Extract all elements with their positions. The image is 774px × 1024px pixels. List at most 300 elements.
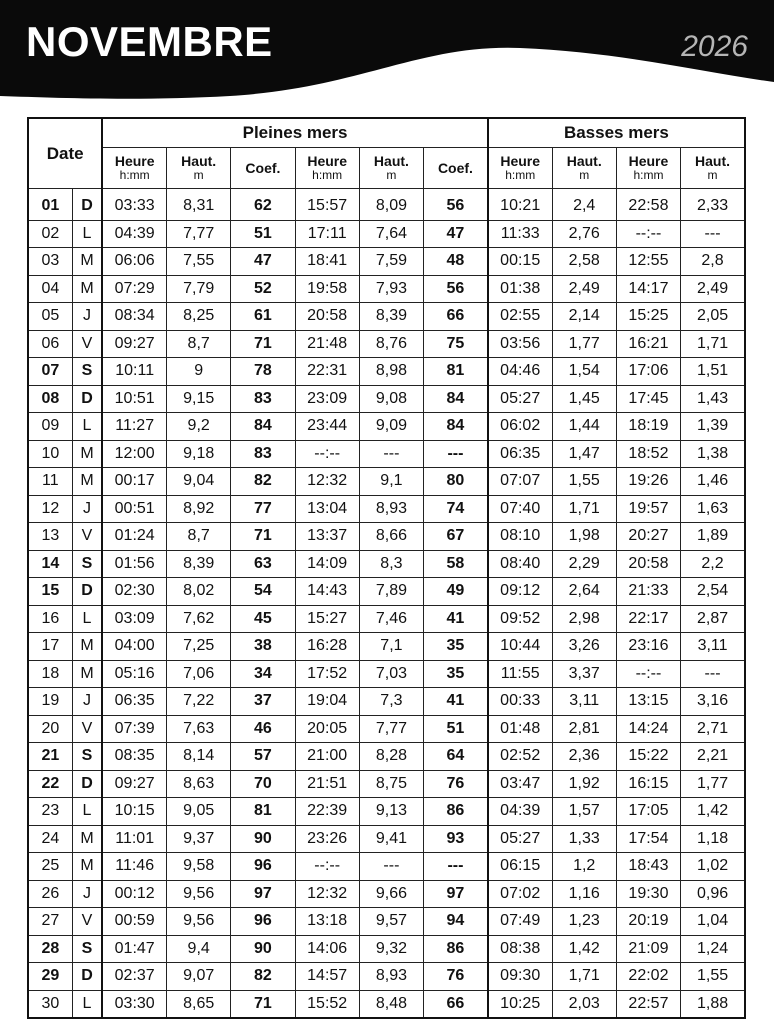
table-row bbox=[28, 330, 745, 358]
date-number: 09 bbox=[28, 413, 72, 441]
high-time-2: 17:11 bbox=[295, 220, 359, 248]
year-label: 2026 bbox=[681, 30, 748, 63]
day-letter: V bbox=[72, 523, 102, 551]
high-coef-2: 48 bbox=[424, 248, 488, 276]
table-row bbox=[28, 935, 745, 963]
high-time-2: 14:09 bbox=[295, 550, 359, 578]
high-height-1: 7,55 bbox=[167, 248, 231, 276]
high-coef-1: 62 bbox=[231, 189, 295, 221]
low-height-2: 1,24 bbox=[681, 935, 745, 963]
day-letter: M bbox=[72, 853, 102, 881]
low-height-2: --- bbox=[681, 660, 745, 688]
low-height-1: 1,54 bbox=[552, 358, 616, 386]
high-coef-1: 54 bbox=[231, 578, 295, 606]
high-height-2: 9,32 bbox=[359, 935, 423, 963]
low-time-2: 21:33 bbox=[616, 578, 680, 606]
high-time-2: 22:31 bbox=[295, 358, 359, 386]
high-height-2: --- bbox=[359, 853, 423, 881]
high-height-2: 8,09 bbox=[359, 189, 423, 221]
high-height-2: --- bbox=[359, 440, 423, 468]
high-time-1: 11:46 bbox=[102, 853, 166, 881]
high-height-1: 9,05 bbox=[167, 798, 231, 826]
low-time-2: 20:19 bbox=[616, 908, 680, 936]
month-title: NOVEMBRE bbox=[26, 18, 273, 65]
high-time-1: 08:34 bbox=[102, 303, 166, 331]
high-height-1: 7,63 bbox=[167, 715, 231, 743]
high-coef-2: 81 bbox=[424, 358, 488, 386]
date-number: 15 bbox=[28, 578, 72, 606]
high-height-2: 9,41 bbox=[359, 825, 423, 853]
low-time-2: 22:58 bbox=[616, 189, 680, 221]
low-time-1: 06:35 bbox=[488, 440, 552, 468]
low-time-1: 09:30 bbox=[488, 963, 552, 991]
day-letter: V bbox=[72, 330, 102, 358]
high-time-1: 09:27 bbox=[102, 330, 166, 358]
high-coef-1: 45 bbox=[231, 605, 295, 633]
low-time-2: 22:02 bbox=[616, 963, 680, 991]
high-time-2: 21:00 bbox=[295, 743, 359, 771]
high-height-2: 9,1 bbox=[359, 468, 423, 496]
low-height-2: 3,11 bbox=[681, 633, 745, 661]
date-number: 23 bbox=[28, 798, 72, 826]
low-height-2: 2,05 bbox=[681, 303, 745, 331]
low-time-1: 09:12 bbox=[488, 578, 552, 606]
low-time-2: 17:45 bbox=[616, 385, 680, 413]
high-coef-1: 84 bbox=[231, 413, 295, 441]
high-coef-1: 96 bbox=[231, 853, 295, 881]
low-time-2: 18:52 bbox=[616, 440, 680, 468]
high-coef-1: 97 bbox=[231, 880, 295, 908]
low-height-2: 2,87 bbox=[681, 605, 745, 633]
low-time-2: 23:16 bbox=[616, 633, 680, 661]
high-time-2: 12:32 bbox=[295, 468, 359, 496]
low-height-2: 2,49 bbox=[681, 275, 745, 303]
day-letter: D bbox=[72, 189, 102, 221]
low-height-2: 2,54 bbox=[681, 578, 745, 606]
high-time-1: 12:00 bbox=[102, 440, 166, 468]
high-height-2: 8,28 bbox=[359, 743, 423, 771]
day-letter: M bbox=[72, 468, 102, 496]
high-time-1: 03:09 bbox=[102, 605, 166, 633]
table-row bbox=[28, 189, 745, 221]
low-time-1: 08:40 bbox=[488, 550, 552, 578]
date-number: 28 bbox=[28, 935, 72, 963]
low-height-2: 1,18 bbox=[681, 825, 745, 853]
low-height-1: 1,44 bbox=[552, 413, 616, 441]
high-coef-2: 80 bbox=[424, 468, 488, 496]
high-height-2: 7,1 bbox=[359, 633, 423, 661]
table-row bbox=[28, 660, 745, 688]
day-letter: D bbox=[72, 963, 102, 991]
high-coef-1: 61 bbox=[231, 303, 295, 331]
high-height-2: 9,08 bbox=[359, 385, 423, 413]
table-row bbox=[28, 798, 745, 826]
table-row bbox=[28, 303, 745, 331]
date-number: 06 bbox=[28, 330, 72, 358]
low-height-1: 1,23 bbox=[552, 908, 616, 936]
high-coef-1: 57 bbox=[231, 743, 295, 771]
high-time-2: 23:44 bbox=[295, 413, 359, 441]
high-time-2: 13:37 bbox=[295, 523, 359, 551]
high-coef-1: 82 bbox=[231, 963, 295, 991]
high-coef-1: 71 bbox=[231, 523, 295, 551]
day-letter: M bbox=[72, 440, 102, 468]
high-height-1: 7,79 bbox=[167, 275, 231, 303]
high-time-2: 17:52 bbox=[295, 660, 359, 688]
high-time-2: 12:32 bbox=[295, 880, 359, 908]
low-time-2: 19:26 bbox=[616, 468, 680, 496]
high-height-1: 9,15 bbox=[167, 385, 231, 413]
date-number: 20 bbox=[28, 715, 72, 743]
low-height-1: 1,47 bbox=[552, 440, 616, 468]
header-banner bbox=[0, 0, 774, 110]
high-coef-2: --- bbox=[424, 440, 488, 468]
high-coef-2: 74 bbox=[424, 495, 488, 523]
low-time-2: 17:54 bbox=[616, 825, 680, 853]
high-time-1: 01:56 bbox=[102, 550, 166, 578]
day-letter: V bbox=[72, 908, 102, 936]
table-row bbox=[28, 523, 745, 551]
day-letter: M bbox=[72, 825, 102, 853]
high-time-2: --:-- bbox=[295, 440, 359, 468]
high-height-2: 9,13 bbox=[359, 798, 423, 826]
date-number: 05 bbox=[28, 303, 72, 331]
high-coef-1: 78 bbox=[231, 358, 295, 386]
low-time-1: 11:55 bbox=[488, 660, 552, 688]
low-time-1: 10:25 bbox=[488, 990, 552, 1018]
date-number: 21 bbox=[28, 743, 72, 771]
tide-table-body bbox=[28, 189, 745, 1019]
date-number: 18 bbox=[28, 660, 72, 688]
date-number: 14 bbox=[28, 550, 72, 578]
low-time-1: 00:15 bbox=[488, 248, 552, 276]
high-height-1: 8,31 bbox=[167, 189, 231, 221]
low-height-2: 2,8 bbox=[681, 248, 745, 276]
high-height-1: 8,25 bbox=[167, 303, 231, 331]
low-height-2: 2,33 bbox=[681, 189, 745, 221]
low-time-2: 22:57 bbox=[616, 990, 680, 1018]
high-time-1: 03:30 bbox=[102, 990, 166, 1018]
high-height-2: 7,89 bbox=[359, 578, 423, 606]
high-time-1: 10:15 bbox=[102, 798, 166, 826]
low-time-1: 06:02 bbox=[488, 413, 552, 441]
high-time-2: 16:28 bbox=[295, 633, 359, 661]
low-time-1: 01:48 bbox=[488, 715, 552, 743]
high-height-1: 8,39 bbox=[167, 550, 231, 578]
low-time-1: 03:56 bbox=[488, 330, 552, 358]
day-letter: S bbox=[72, 550, 102, 578]
low-time-1: 07:07 bbox=[488, 468, 552, 496]
high-time-1: 04:39 bbox=[102, 220, 166, 248]
high-coef-1: 81 bbox=[231, 798, 295, 826]
high-time-1: 11:27 bbox=[102, 413, 166, 441]
high-height-1: 8,63 bbox=[167, 770, 231, 798]
high-time-2: 20:58 bbox=[295, 303, 359, 331]
day-letter: M bbox=[72, 633, 102, 661]
high-height-1: 9 bbox=[167, 358, 231, 386]
high-time-2: --:-- bbox=[295, 853, 359, 881]
high-coef-2: 76 bbox=[424, 963, 488, 991]
high-time-2: 13:04 bbox=[295, 495, 359, 523]
low-height-1: 2,58 bbox=[552, 248, 616, 276]
low-height-1: 1,98 bbox=[552, 523, 616, 551]
day-letter: S bbox=[72, 935, 102, 963]
table-row bbox=[28, 468, 745, 496]
date-number: 16 bbox=[28, 605, 72, 633]
col-coef-1: Coef. bbox=[231, 148, 295, 189]
col-heure-1: Heure h:mm bbox=[102, 148, 166, 189]
low-height-2: 1,43 bbox=[681, 385, 745, 413]
date-number: 03 bbox=[28, 248, 72, 276]
high-coef-2: 51 bbox=[424, 715, 488, 743]
high-coef-1: 70 bbox=[231, 770, 295, 798]
high-time-2: 23:26 bbox=[295, 825, 359, 853]
high-coef-1: 77 bbox=[231, 495, 295, 523]
high-coef-2: 84 bbox=[424, 385, 488, 413]
day-letter: L bbox=[72, 220, 102, 248]
low-height-1: 1,33 bbox=[552, 825, 616, 853]
low-time-2: 19:30 bbox=[616, 880, 680, 908]
high-time-1: 07:39 bbox=[102, 715, 166, 743]
high-coef-2: 93 bbox=[424, 825, 488, 853]
high-height-2: 7,77 bbox=[359, 715, 423, 743]
high-time-1: 07:29 bbox=[102, 275, 166, 303]
table-row bbox=[28, 990, 745, 1018]
high-coef-2: 67 bbox=[424, 523, 488, 551]
high-coef-1: 46 bbox=[231, 715, 295, 743]
low-height-1: 1,71 bbox=[552, 963, 616, 991]
high-time-1: 04:00 bbox=[102, 633, 166, 661]
high-time-2: 21:51 bbox=[295, 770, 359, 798]
high-coef-2: 58 bbox=[424, 550, 488, 578]
date-number: 25 bbox=[28, 853, 72, 881]
low-height-1: 1,57 bbox=[552, 798, 616, 826]
table-row bbox=[28, 770, 745, 798]
low-time-2: 19:57 bbox=[616, 495, 680, 523]
day-letter: M bbox=[72, 275, 102, 303]
high-time-2: 14:57 bbox=[295, 963, 359, 991]
low-tides-header: Basses mers bbox=[488, 118, 745, 148]
table-row bbox=[28, 908, 745, 936]
table-row bbox=[28, 633, 745, 661]
col-heure-3: Heure h:mm bbox=[488, 148, 552, 189]
table-row bbox=[28, 853, 745, 881]
low-height-2: 1,71 bbox=[681, 330, 745, 358]
table-row bbox=[28, 220, 745, 248]
low-height-2: 2,71 bbox=[681, 715, 745, 743]
table-row bbox=[28, 963, 745, 991]
low-time-2: 18:19 bbox=[616, 413, 680, 441]
low-height-2: 2,2 bbox=[681, 550, 745, 578]
date-number: 11 bbox=[28, 468, 72, 496]
high-height-1: 8,14 bbox=[167, 743, 231, 771]
high-height-1: 7,22 bbox=[167, 688, 231, 716]
col-heure-4: Heure h:mm bbox=[616, 148, 680, 189]
high-coef-2: --- bbox=[424, 853, 488, 881]
table-row bbox=[28, 495, 745, 523]
high-coef-2: 94 bbox=[424, 908, 488, 936]
high-height-2: 9,09 bbox=[359, 413, 423, 441]
low-height-1: 1,77 bbox=[552, 330, 616, 358]
low-time-1: 08:38 bbox=[488, 935, 552, 963]
low-height-1: 1,55 bbox=[552, 468, 616, 496]
high-coef-2: 35 bbox=[424, 660, 488, 688]
day-letter: M bbox=[72, 660, 102, 688]
date-number: 12 bbox=[28, 495, 72, 523]
low-height-1: 2,36 bbox=[552, 743, 616, 771]
low-time-2: 16:21 bbox=[616, 330, 680, 358]
day-letter: D bbox=[72, 770, 102, 798]
low-time-1: 10:44 bbox=[488, 633, 552, 661]
low-time-1: 05:27 bbox=[488, 385, 552, 413]
col-haut-3: Haut. m bbox=[552, 148, 616, 189]
low-time-1: 04:46 bbox=[488, 358, 552, 386]
day-letter: L bbox=[72, 413, 102, 441]
low-height-2: --- bbox=[681, 220, 745, 248]
low-time-1: 07:02 bbox=[488, 880, 552, 908]
day-letter: L bbox=[72, 605, 102, 633]
table-row bbox=[28, 605, 745, 633]
table-row bbox=[28, 825, 745, 853]
day-letter: V bbox=[72, 715, 102, 743]
low-height-1: 3,26 bbox=[552, 633, 616, 661]
table-row bbox=[28, 440, 745, 468]
low-height-1: 1,45 bbox=[552, 385, 616, 413]
day-letter: S bbox=[72, 743, 102, 771]
high-time-1: 00:17 bbox=[102, 468, 166, 496]
date-number: 07 bbox=[28, 358, 72, 386]
date-number: 10 bbox=[28, 440, 72, 468]
high-height-2: 8,76 bbox=[359, 330, 423, 358]
low-time-1: 05:27 bbox=[488, 825, 552, 853]
date-header: Date bbox=[28, 118, 102, 189]
day-letter: D bbox=[72, 385, 102, 413]
high-time-2: 18:41 bbox=[295, 248, 359, 276]
high-coef-1: 82 bbox=[231, 468, 295, 496]
low-height-1: 3,11 bbox=[552, 688, 616, 716]
high-coef-2: 47 bbox=[424, 220, 488, 248]
low-height-1: 2,29 bbox=[552, 550, 616, 578]
low-time-2: 12:55 bbox=[616, 248, 680, 276]
high-height-2: 9,66 bbox=[359, 880, 423, 908]
low-height-1: 2,14 bbox=[552, 303, 616, 331]
low-height-1: 2,03 bbox=[552, 990, 616, 1018]
low-time-1: 00:33 bbox=[488, 688, 552, 716]
low-time-2: 18:43 bbox=[616, 853, 680, 881]
low-height-1: 2,81 bbox=[552, 715, 616, 743]
high-time-1: 06:35 bbox=[102, 688, 166, 716]
low-height-1: 1,16 bbox=[552, 880, 616, 908]
date-number: 08 bbox=[28, 385, 72, 413]
low-height-2: 1,46 bbox=[681, 468, 745, 496]
day-letter: M bbox=[72, 248, 102, 276]
high-coef-2: 64 bbox=[424, 743, 488, 771]
high-time-2: 20:05 bbox=[295, 715, 359, 743]
day-letter: L bbox=[72, 990, 102, 1018]
high-coef-1: 63 bbox=[231, 550, 295, 578]
high-coef-1: 51 bbox=[231, 220, 295, 248]
table-row bbox=[28, 385, 745, 413]
low-time-1: 03:47 bbox=[488, 770, 552, 798]
high-height-1: 8,7 bbox=[167, 523, 231, 551]
table-row bbox=[28, 743, 745, 771]
high-height-1: 9,56 bbox=[167, 908, 231, 936]
high-coef-1: 71 bbox=[231, 330, 295, 358]
high-tides-header: Pleines mers bbox=[102, 118, 488, 148]
high-height-2: 9,57 bbox=[359, 908, 423, 936]
date-number: 27 bbox=[28, 908, 72, 936]
high-time-2: 15:27 bbox=[295, 605, 359, 633]
high-time-1: 10:51 bbox=[102, 385, 166, 413]
low-height-1: 1,42 bbox=[552, 935, 616, 963]
high-height-1: 8,92 bbox=[167, 495, 231, 523]
low-height-1: 1,71 bbox=[552, 495, 616, 523]
low-time-1: 07:49 bbox=[488, 908, 552, 936]
low-time-2: 20:58 bbox=[616, 550, 680, 578]
high-height-1: 9,07 bbox=[167, 963, 231, 991]
high-height-1: 7,77 bbox=[167, 220, 231, 248]
date-number: 22 bbox=[28, 770, 72, 798]
date-number: 02 bbox=[28, 220, 72, 248]
low-time-2: 20:27 bbox=[616, 523, 680, 551]
low-time-2: 17:05 bbox=[616, 798, 680, 826]
high-time-2: 14:43 bbox=[295, 578, 359, 606]
high-coef-1: 38 bbox=[231, 633, 295, 661]
low-height-2: 2,21 bbox=[681, 743, 745, 771]
high-time-2: 15:52 bbox=[295, 990, 359, 1018]
day-letter: S bbox=[72, 358, 102, 386]
low-time-1: 02:52 bbox=[488, 743, 552, 771]
high-time-1: 05:16 bbox=[102, 660, 166, 688]
high-coef-1: 37 bbox=[231, 688, 295, 716]
high-height-1: 8,65 bbox=[167, 990, 231, 1018]
high-coef-1: 52 bbox=[231, 275, 295, 303]
high-height-1: 9,18 bbox=[167, 440, 231, 468]
date-number: 01 bbox=[28, 189, 72, 221]
table-row bbox=[28, 688, 745, 716]
low-time-2: 14:24 bbox=[616, 715, 680, 743]
high-height-1: 9,04 bbox=[167, 468, 231, 496]
high-coef-2: 56 bbox=[424, 189, 488, 221]
date-number: 19 bbox=[28, 688, 72, 716]
low-time-1: 11:33 bbox=[488, 220, 552, 248]
high-height-2: 8,93 bbox=[359, 963, 423, 991]
low-height-1: 2,49 bbox=[552, 275, 616, 303]
low-height-2: 1,51 bbox=[681, 358, 745, 386]
high-coef-1: 90 bbox=[231, 825, 295, 853]
low-time-2: 15:25 bbox=[616, 303, 680, 331]
high-coef-1: 34 bbox=[231, 660, 295, 688]
low-height-1: 2,64 bbox=[552, 578, 616, 606]
low-time-2: 21:09 bbox=[616, 935, 680, 963]
table-row bbox=[28, 578, 745, 606]
low-time-1: 02:55 bbox=[488, 303, 552, 331]
high-time-2: 19:04 bbox=[295, 688, 359, 716]
high-coef-2: 86 bbox=[424, 935, 488, 963]
low-time-2: 14:17 bbox=[616, 275, 680, 303]
high-coef-1: 71 bbox=[231, 990, 295, 1018]
high-coef-1: 96 bbox=[231, 908, 295, 936]
low-time-1: 08:10 bbox=[488, 523, 552, 551]
col-haut-4: Haut. m bbox=[681, 148, 745, 189]
high-coef-2: 56 bbox=[424, 275, 488, 303]
col-coef-2: Coef. bbox=[424, 148, 488, 189]
high-height-2: 8,3 bbox=[359, 550, 423, 578]
high-time-1: 11:01 bbox=[102, 825, 166, 853]
day-letter: L bbox=[72, 798, 102, 826]
high-height-2: 8,39 bbox=[359, 303, 423, 331]
high-height-1: 8,7 bbox=[167, 330, 231, 358]
